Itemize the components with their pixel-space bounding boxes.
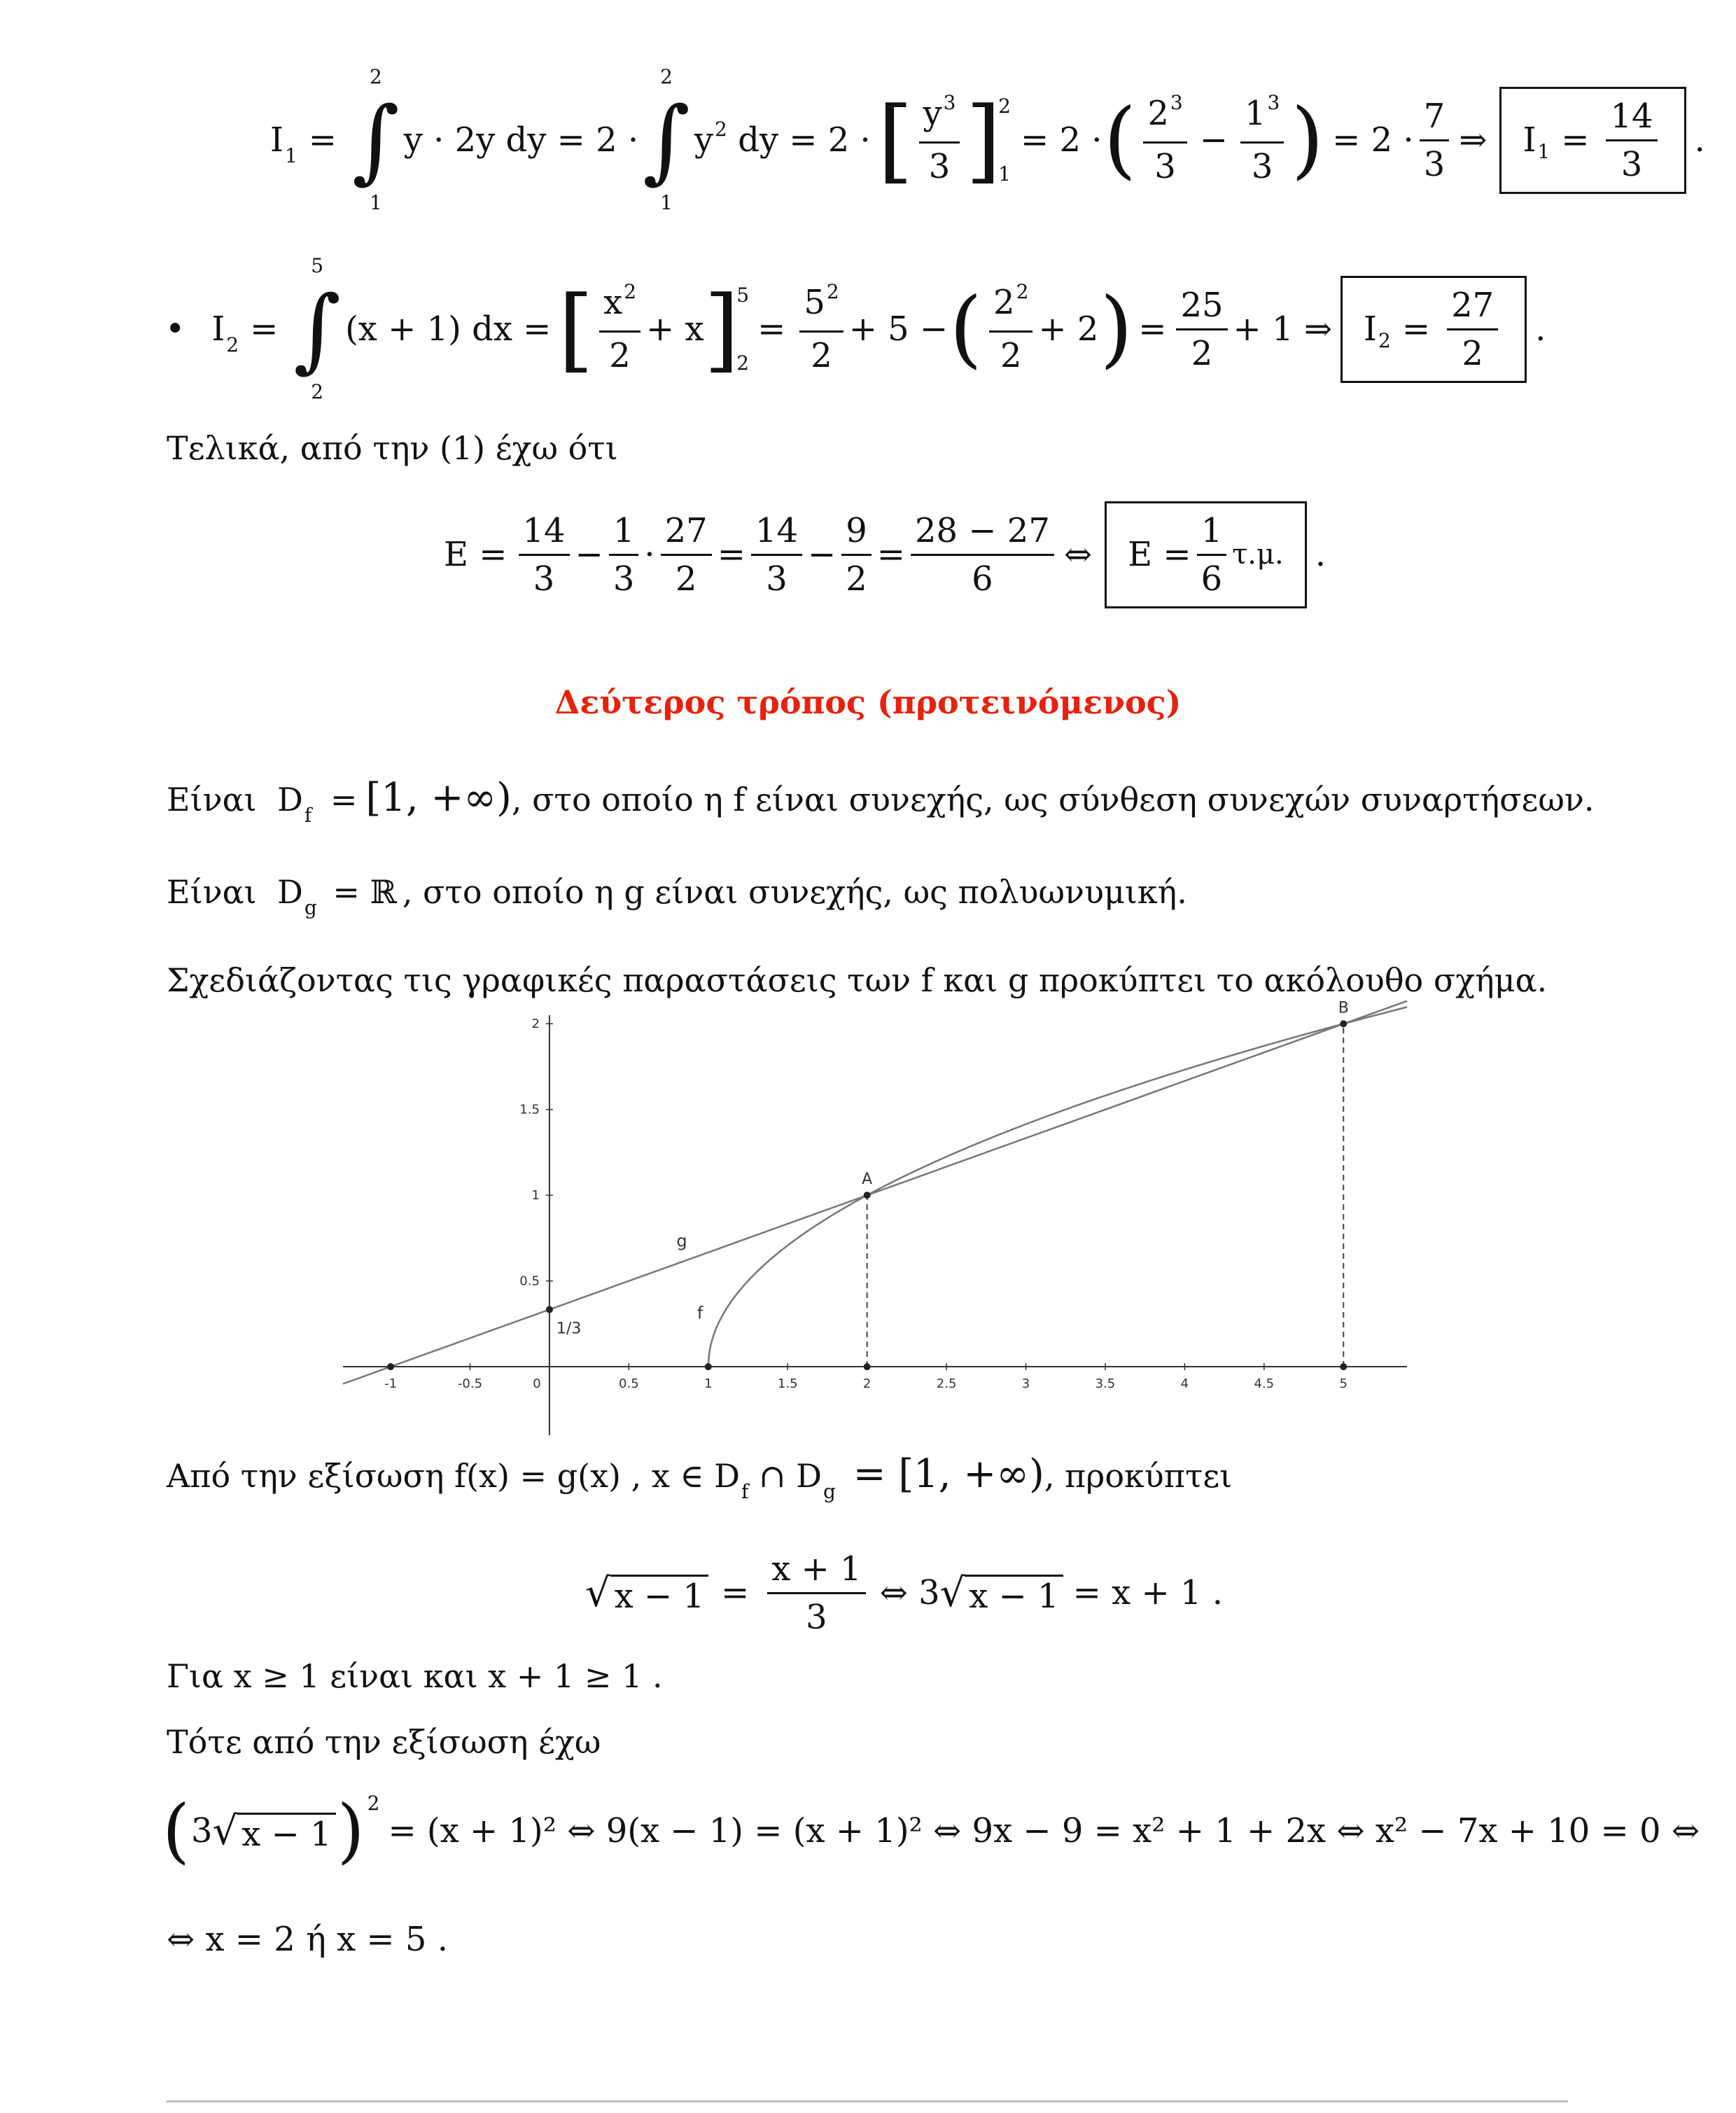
result-box: E = $\frac{1}{6}$ τ.μ. [1105,501,1307,608]
evaluation-limits: 2 1 [998,95,1011,186]
point-marker [705,1363,712,1370]
integral-I1-line [270,65,1705,214]
E-lhs: E = [444,535,507,574]
fraction: $\frac{1}{3}$ [609,510,639,599]
section-heading: Δεύτερος τρόπος (προτεινόμενος) [554,683,1182,721]
x-tick-label: -1 [384,1376,398,1392]
point-label: 1/3 [556,1320,582,1338]
x-tick-label: 2.5 [936,1376,957,1392]
integral-sign: 2 ∫ 1 [643,65,690,214]
footer-divider [167,2100,1568,2102]
point-label: A [862,1171,873,1189]
square-root: √ x − 1 [585,1570,708,1616]
domain-f-text: Είναι $D_f = [1$, +∞), στο οποίο η f είναι συνεχής, ως σύνθεση συνεχών συναρτήσεων. [167,775,1595,827]
x-tick-label: 1 [704,1376,713,1392]
fraction: $\frac{1^3}{3}$ [1240,93,1284,187]
condition-text: Για x ≥ 1 είναι και x + 1 ≥ 1 . [167,1657,663,1695]
square-root: √ x − 1 [940,1570,1063,1616]
left-paren: ( [949,280,983,377]
period: . [1694,120,1705,160]
point-marker [864,1363,871,1370]
x-tick-label: 1.5 [777,1376,798,1392]
x-tick-label: 3.5 [1095,1376,1116,1392]
fraction: $\frac{9}{2}$ [841,510,872,599]
minus: − [808,535,836,574]
series-label-f: f [696,1303,704,1323]
sketch-text: Σχεδιάζοντας τις γραφικές παραστάσεις των f και g προκύπτει το ακόλουθο σχήμα. [167,961,1548,999]
fraction: $\frac{28 - 27}{6}$ [911,510,1054,599]
plus-x: + x [646,309,704,349]
x-tick-label: 2 [862,1376,872,1392]
point-marker [387,1363,394,1370]
integral-I2-line [165,254,1546,403]
equals: = [308,120,337,160]
equals: = [717,535,746,574]
x-tick-label: 4 [1180,1376,1189,1392]
fraction: $\frac{5^2}{2}$ [799,282,843,376]
result-box: I 1 = $\frac{14}{3}$ [1499,87,1686,194]
fraction: $\frac{14}{3}$ [519,510,570,599]
x-tick-label: -0.5 [457,1376,483,1392]
square-root: √ x − 1 [213,1808,336,1854]
dot: · [644,535,655,574]
then-text: Τότε από την εξίσωση έχω [167,1723,601,1761]
iff-arrow: ⇔ [1063,535,1093,574]
finally-text: Τελικά, από την (1) έχω ότι [167,429,618,467]
integrand: (x + 1) dx = [345,309,552,349]
fraction: $\frac{x^2}{2}$ [599,282,640,376]
step: = 2 · [1332,120,1414,160]
equation-intro: Από την εξίσωση f(x) = g(x) , x ∈ $D_f$ ∩ $D_g = [1$, +∞), προκύπτει [167,1451,1233,1503]
x-tick-label: 5 [1339,1376,1348,1392]
period: . [1535,309,1546,349]
domain-g-text: Είναι $D_g$ = ℝ , στο οποίο η g είναι συνεχής, ως πολυωνυμική. [167,873,1187,919]
rhs: = x + 1 . [1072,1573,1223,1612]
area-E-line [444,505,1326,604]
fraction: $\frac{14}{3}$ [751,510,802,599]
fraction: $\frac{2^3}{3}$ [1143,93,1186,187]
plus-two: + 2 [1038,309,1099,349]
I1-lhs: $I_1$ [270,120,298,167]
fraction: $\frac{x + 1}{3}$ [767,1549,865,1638]
step: + 1 ⇒ [1233,309,1333,349]
integral-sign: 5 ∫ 2 [293,254,342,403]
step: = 2 · [1021,120,1102,160]
point-marker [1340,1020,1347,1027]
right-bracket: ] [704,276,740,382]
left-paren: ( [1103,91,1137,188]
series-line-f [708,1007,1407,1367]
fraction: $\frac{7}{3}$ [1420,96,1450,185]
x-tick-label: 0.5 [619,1376,639,1392]
right-paren: ) [337,1790,365,1871]
iff-arrow: ⇔ 3 [879,1573,940,1612]
fraction: $\frac{y^3}{3}$ [919,93,960,187]
I2-lhs: $I_2$ [211,309,239,356]
point-marker [546,1306,553,1313]
period: . [1315,535,1326,574]
equals: = [1138,309,1167,349]
left-bracket: [ [877,87,913,193]
point-label: B [1338,999,1349,1017]
sqrt-equation [585,1540,1223,1645]
minus: − [1199,120,1228,160]
coefficient: 3 [191,1811,213,1850]
y-tick-label: 1 [531,1188,540,1204]
equals: = [721,1573,750,1612]
right-paren: ) [1100,280,1133,377]
left-paren: ( [162,1790,190,1871]
equation-rest: = (x + 1)² ⇔ 9(x − 1) = (x + 1)² ⇔ 9x − 9 = x² + 1 + 2x ⇔ x² − 7x + 10 = 0 ⇔ [388,1811,1700,1850]
fraction: $\frac{2^2}{2}$ [989,282,1032,376]
point-marker [1340,1363,1347,1370]
bullet: • [165,309,186,349]
minus: − [575,535,603,574]
integrand: $y^2$ dy = 2 · [694,118,871,160]
equals: = [757,309,786,349]
implies-arrow: ⇒ [1459,120,1488,160]
step: + 5 − [848,309,948,349]
exponent: 2 [367,1791,380,1815]
y-tick-label: 2 [531,1017,540,1032]
x-tick-label: 3 [1021,1376,1030,1392]
right-bracket: ] [965,87,1002,193]
integrand: y · 2y dy = 2 · [403,120,639,160]
y-tick-label: 0.5 [519,1274,540,1289]
fraction: $\frac{25}{2}$ [1176,285,1227,374]
point-marker [864,1192,871,1199]
left-bracket: [ [558,276,594,382]
fraction: $\frac{27}{2}$ [661,510,712,599]
x-tick-label: 4.5 [1254,1376,1275,1392]
y-tick-label: 1.5 [519,1102,540,1117]
x-tick-label: 0 [533,1376,541,1392]
solution-text: ⇔ x = 2 ή x = 5 . [167,1920,448,1959]
right-paren: ) [1291,91,1324,188]
evaluation-limits: 5 2 [736,284,750,375]
equals: = [876,535,905,574]
function-graph [343,999,1407,1435]
result-box: I 2 = $\frac{27}{2}$ [1340,276,1527,383]
series-label-g: g [676,1231,687,1251]
equals: = [250,309,279,349]
integral-sign: 2 ∫ 1 [352,65,400,214]
squared-equation [161,1792,1700,1869]
series-line-g [343,1001,1407,1384]
